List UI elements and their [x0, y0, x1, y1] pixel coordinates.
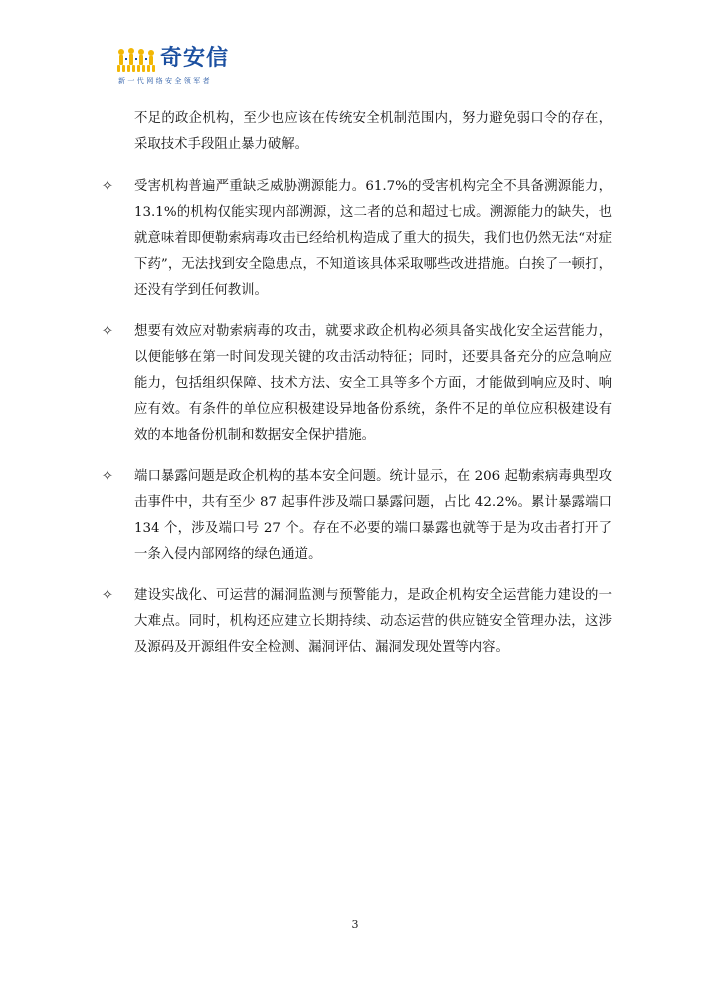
diamond-bullet-icon: ✧: [102, 469, 113, 484]
page-number: 3: [351, 918, 359, 931]
list-item-text: 想要有效应对勒索病毒的攻击，就要求政企机构必须具备实战化安全运营能力，以便能够在第一时间发现关键的攻击活动特征；同时，还要具备充分的应急响应能力，包括组织保障、技术方法、安全工具等多个方面，才能做到响应及时、响应有效。有条件的单位应积极建设异地备份系统，条件不足的单位应积极建设有效的本地备份机制和数据安全保护措施。: [134, 324, 612, 443]
list-item: [100, 319, 612, 449]
running-figures-logo-icon: [116, 46, 158, 74]
diamond-bullet-icon: ✧: [102, 179, 113, 194]
document-body: [100, 106, 612, 676]
list-item: [100, 583, 612, 661]
list-item: [100, 174, 612, 304]
logo-slogan: 新一代网络安全领军者: [118, 77, 212, 85]
list-item: [100, 464, 612, 568]
list-item-text: 端口暴露问题是政企机构的基本安全问题。统计显示，在 206 起勒索病毒典型攻击事件中，共有至少 87 起事件涉及端口暴露问题，占比 42.2%。累计暴露端口 134 个，涉及端口号 27 个。存在不必要的端口暴露也就等于是为攻击者打开了一条入侵内部网络的绿色通道。: [134, 469, 612, 562]
logo-name: 奇安信: [160, 46, 230, 71]
company-logo: [116, 44, 266, 92]
list-item-text: 建设实战化、可运营的漏洞监测与预警能力，是政企机构安全运营能力建设的一大难点。同时，机构还应建立长期持续、动态运营的供应链安全管理办法，这涉及源码及开源组件安全检测、漏洞评估、漏洞发现处置等内容。: [134, 588, 612, 655]
list-item-text: 受害机构普遍严重缺乏威胁溯源能力。61.7%的受害机构完全不具备溯源能力，13.1%的机构仅能实现内部溯源，这二者的总和超过七成。溯源能力的缺失，也就意味着即便勒索病毒攻击已经给机构造成了重大的损失，我们也仍然无法“对症下药”，无法找到安全隐患点，不知道该具体采取哪些改进措施。白挨了一顿打，还没有学到任何教训。: [134, 179, 612, 298]
diamond-bullet-icon: ✧: [102, 324, 113, 339]
continuation-paragraph: 不足的政企机构，至少也应该在传统安全机制范围内，努力避免弱口令的存在，采取技术手段阻止暴力破解。: [134, 111, 612, 152]
diamond-bullet-icon: ✧: [102, 588, 113, 603]
